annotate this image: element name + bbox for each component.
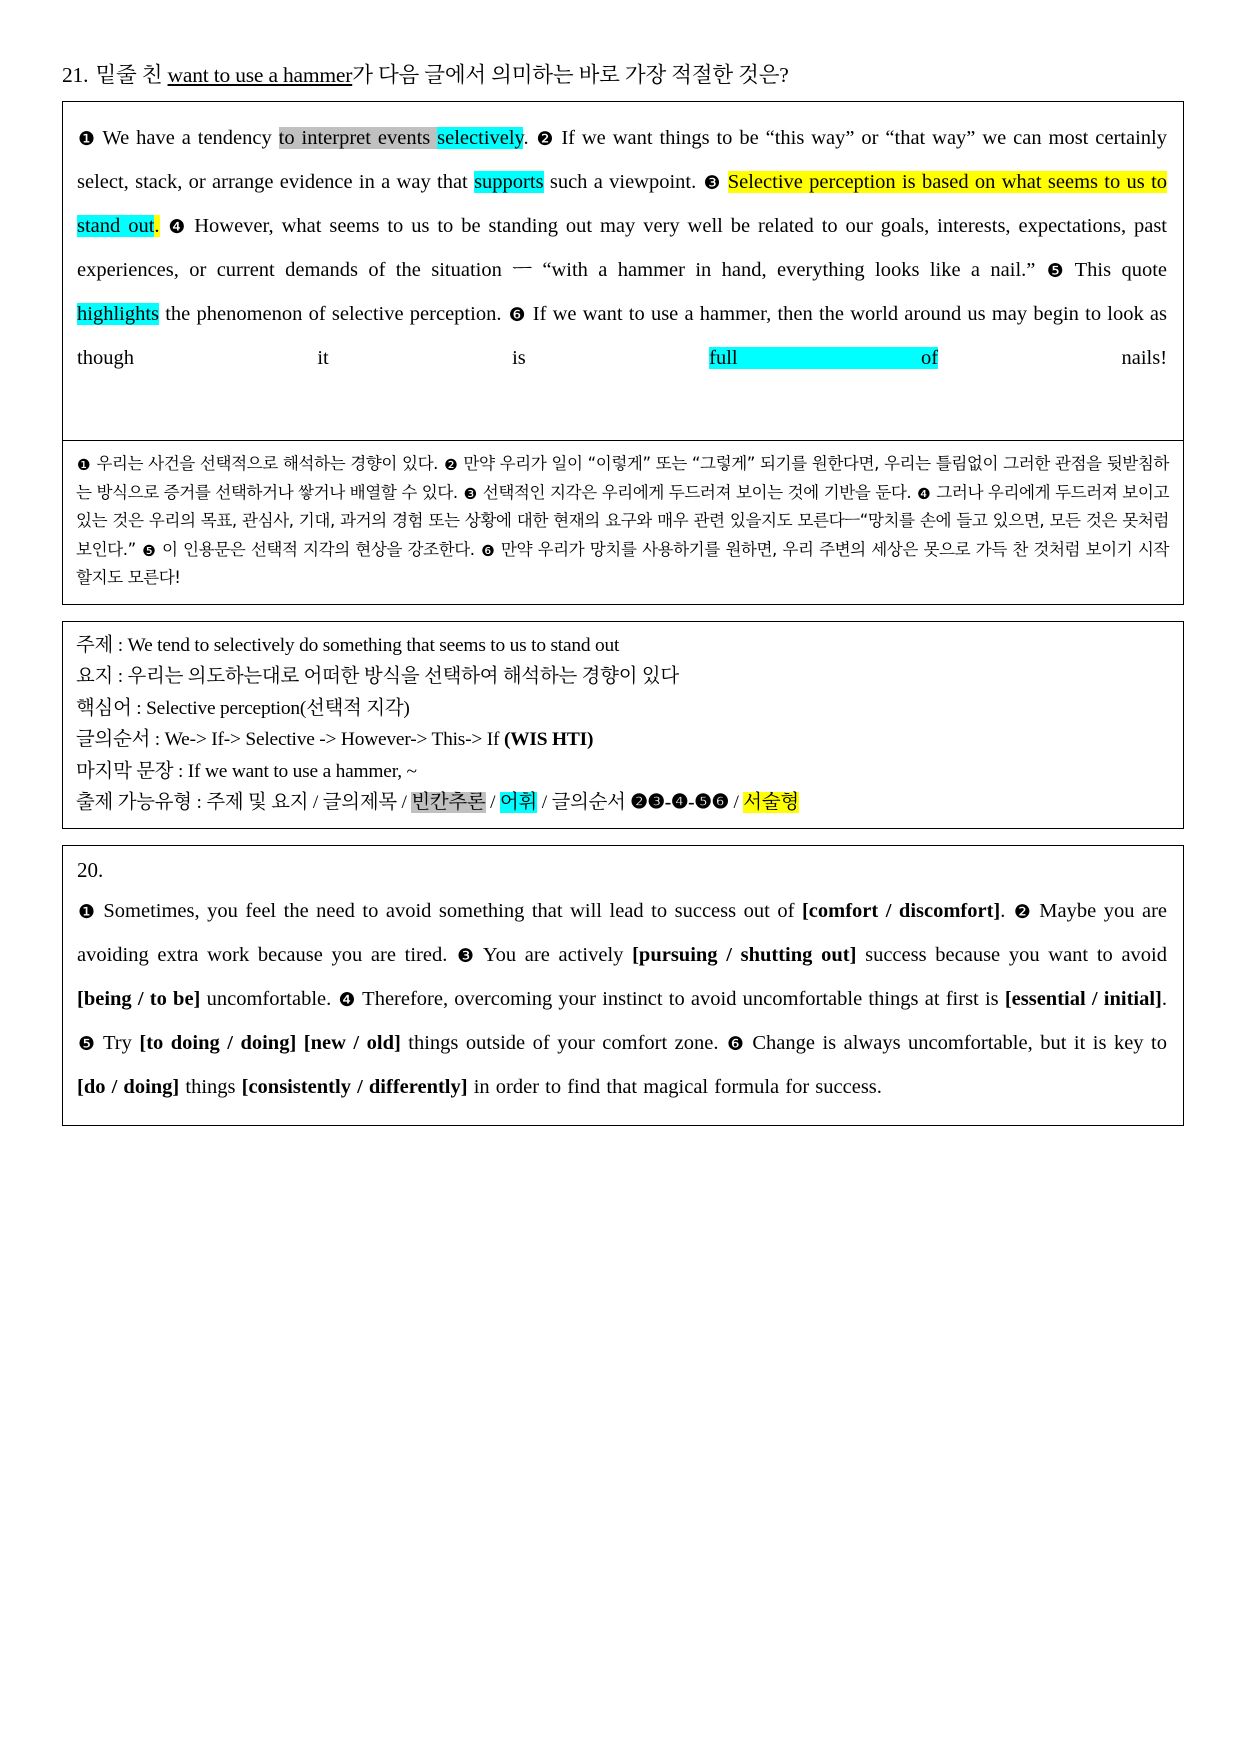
translation-s2: 만약 우리가 일이 “이렇게” 또는 “그렇게” 되기를 원한다면, 우리는 틀림없이 그러한 관점을 뒷받침하는 방식으로 증거를 선택하거나 쌓거나 배열할 수 있다. — [76, 454, 1170, 502]
highlight-cyan-stand-out: stand out — [77, 215, 155, 237]
cloze-s4-part2: . — [1161, 987, 1167, 1010]
translation-marker-3: ❸ — [463, 484, 477, 503]
types-separator-5: / — [728, 792, 744, 814]
sentence-marker-3: ❸ — [703, 172, 721, 195]
type-topic-gist: 주제 및 요지 — [206, 792, 309, 814]
type-order-sequence: ❷❸-❹-❺❻ — [630, 792, 729, 814]
summary-row-question-types — [76, 787, 1171, 818]
translation-marker-5: ❺ — [142, 541, 156, 560]
translation-marker-4: ❹ — [917, 484, 931, 503]
cloze-s5-part2: things outside of your comfort zone. — [400, 1031, 719, 1054]
highlight-yellow-selective-perception: Selective perception is based on what seems to us to — [727, 170, 1168, 193]
cloze-s3-part3: uncomfortable. — [200, 987, 332, 1010]
cloze-s6-part3: in order to find that magical formula for success. — [467, 1076, 882, 1099]
english-s6-part1: If we want to use a hammer, then the world around us may begin to look as though it is — [77, 303, 1168, 370]
type-blank-inference-highlight: 빈칸추론 — [411, 792, 486, 814]
translation-s5: 이 인용문은 선택적 지각의 현상을 강조한다. — [161, 539, 475, 559]
cloze-option-comfort-discomfort: [comfort / discomfort] — [801, 899, 1001, 922]
last-sentence-label: 마지막 문장 : — [76, 760, 188, 782]
cloze-s6-part1: Change is always uncomfortable, but it is key to — [752, 1031, 1168, 1054]
cloze-option-new-old: [new / old] — [303, 1031, 401, 1054]
cloze-marker-1: ❶ — [77, 901, 95, 924]
types-separator-4: / — [537, 792, 552, 814]
summary-box — [62, 621, 1184, 829]
topic-label: 주제 : — [76, 634, 128, 656]
type-order: 글의순서 — [551, 792, 631, 814]
english-s6-part2: nails! — [938, 347, 1168, 370]
type-title: 글의제목 — [322, 792, 397, 814]
english-passage — [63, 102, 1183, 440]
cloze-option-consistently-differently: [consistently / differently] — [241, 1076, 468, 1099]
translation-s4: 그러나 우리에게 두드러져 보이고 있는 것은 우리의 목표, 관심사, 기대, 과거의 경험 또는 상황에 대한 현재의 요구와 매우 관련 있을지도 모른다ㅡ“망치를 손에 들고 있으면, 모든 것은 못처럼 보인다.” — [76, 482, 1170, 559]
type-vocabulary-highlight: 어휘 — [500, 792, 538, 814]
types-separator-1: / — [308, 792, 323, 814]
cloze-option-do-doing: [do / doing] — [77, 1076, 180, 1099]
highlight-cyan-highlights: highlights — [77, 303, 160, 326]
summary-row-last-sentence — [76, 756, 1171, 787]
keyword-value: Selective perception(선택적 지각) — [146, 697, 410, 719]
english-s4: However, what seems to us to be standing out may very well be related to our goals, interests, expectations, past experiences, or current demands of the situation ㅡ “with a hammer in hand, everything looks like a nail.” — [77, 215, 1168, 282]
passage-box — [62, 101, 1184, 605]
sentence-marker-2: ❷ — [536, 128, 554, 151]
summary-row-keyword — [76, 693, 1171, 724]
cloze-s1-part1: Sometimes, you feel the need to avoid something that will lead to success out of — [103, 899, 802, 922]
korean-translation — [63, 441, 1183, 604]
translation-marker-6: ❻ — [481, 541, 495, 560]
highlight-yellow-period: . — [154, 215, 160, 237]
keyword-label: 핵심어 : — [76, 697, 147, 719]
highlight-cyan-selectively: selectively — [437, 126, 524, 149]
cloze-s1-part2: . — [1000, 899, 1006, 922]
highlight-cyan-full-of: full of — [709, 347, 939, 370]
cloze-s4-part1: Therefore, overcoming your instinct to avoid uncomfortable things at first is — [362, 987, 1005, 1010]
cloze-marker-5: ❺ — [77, 1033, 95, 1056]
sentence-marker-1: ❶ — [77, 128, 95, 151]
english-s1-part1: We have a tendency — [102, 126, 279, 149]
topic-value: We tend to selectively do something that seems to us to stand out — [127, 634, 620, 656]
cloze-question-number: 20. — [77, 857, 104, 882]
cloze-box — [62, 845, 1184, 1127]
question-suffix: 가 다음 글에서 의미하는 바로 가장 적절한 것은? — [352, 63, 789, 87]
order-value: We-> If-> Selective -> However-> This-> If — [164, 729, 504, 751]
question-heading — [62, 62, 1184, 89]
sentence-marker-6: ❻ — [508, 304, 526, 327]
cloze-s2: Maybe you are avoiding extra work because you are tired. — [77, 899, 1167, 966]
order-label: 글의순서 : — [76, 729, 165, 751]
types-separator-3: / — [485, 792, 501, 814]
cloze-s3-part2: success because you want to avoid — [856, 943, 1168, 966]
order-value-acronym: (WIS HTI) — [503, 729, 594, 751]
highlight-cyan-supports: supports — [474, 170, 544, 193]
cloze-marker-2: ❷ — [1013, 901, 1031, 924]
question-number: 21. — [62, 63, 89, 87]
cloze-option-being-to-be: [being / to be] — [77, 987, 201, 1010]
highlight-gray-interpret-events: to interpret events — [278, 126, 438, 149]
sentence-marker-4: ❹ — [168, 216, 186, 239]
english-s1-part2: . — [523, 126, 529, 149]
cloze-option-essential-initial: [essential / initial] — [1004, 987, 1162, 1010]
translation-marker-2: ❷ — [444, 456, 458, 475]
cloze-marker-4: ❹ — [338, 989, 356, 1012]
english-s2-part1: If we want things to be “this way” or “that way” we can most certainly select, stack, or arrange evidence in a way that — [77, 126, 1167, 193]
cloze-s3-part1: You are actively — [482, 943, 633, 966]
english-s5-part2: the phenomenon of selective perception. — [159, 303, 502, 326]
question-prefix: 밑줄 친 — [95, 63, 163, 87]
types-separator-2: / — [396, 792, 412, 814]
cloze-marker-3: ❸ — [457, 945, 474, 968]
english-s2-part2: such a viewpoint. — [543, 170, 697, 193]
translation-s1: 우리는 사건을 선택적으로 해석하는 경향이 있다. — [96, 454, 438, 474]
summary-row-order — [76, 724, 1171, 755]
cloze-s5-part1: Try — [103, 1031, 140, 1054]
types-label: 출제 가능유형 : — [76, 792, 207, 814]
cloze-marker-6: ❻ — [726, 1033, 744, 1056]
sentence-marker-5: ❺ — [1046, 260, 1064, 283]
gist-value: 우리는 의도하는대로 어떠한 방식을 선택하여 해석하는 경향이 있다 — [127, 666, 679, 688]
question-underlined-phrase: want to use a hammer — [167, 63, 353, 87]
cloze-option-pursuing-shutting-out: [pursuing / shutting out] — [632, 943, 857, 966]
cloze-s5-space — [296, 1032, 304, 1054]
translation-s6: 만약 우리가 망치를 사용하기를 원하면, 우리 주변의 세상은 못으로 가득 찬 것처럼 보이기 시작할지도 모른다! — [76, 539, 1169, 588]
cloze-s6-part2: things — [179, 1076, 242, 1099]
translation-s3: 선택적인 지각은 우리에게 두드러져 보이는 것에 기반을 둔다. — [482, 482, 912, 502]
summary-row-gist — [76, 661, 1171, 692]
last-sentence-value: If we want to use a hammer, ~ — [187, 760, 417, 782]
gist-label: 요지 : — [76, 666, 128, 688]
english-s5-part1: This quote — [1074, 259, 1167, 282]
translation-marker-1: ❶ — [77, 456, 91, 475]
summary-row-topic — [76, 630, 1171, 661]
cloze-option-to-doing-doing: [to doing / doing] — [139, 1031, 297, 1054]
type-descriptive-highlight: 서술형 — [743, 792, 799, 814]
